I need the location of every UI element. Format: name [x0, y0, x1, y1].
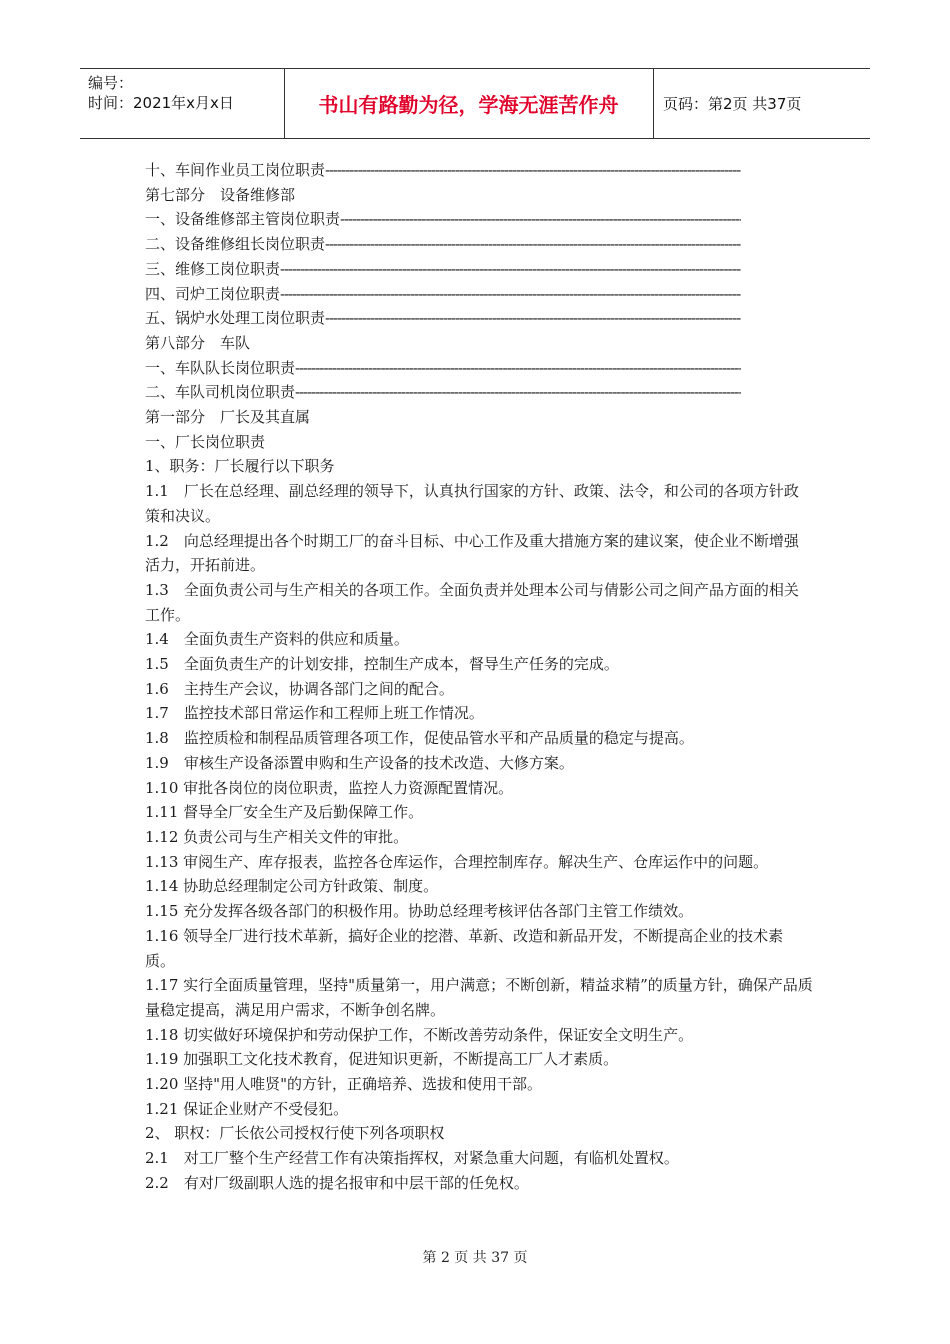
- paragraph: 1.7 监控技术部日常运作和工程师上班工作情况。: [145, 704, 484, 723]
- toc-section: 第八部分 车队: [145, 333, 251, 352]
- paragraph: 2、 职权：厂长依公司授权行使下列各项职权: [145, 1124, 445, 1143]
- toc-section: 第七部分 设备维修部: [145, 185, 296, 204]
- paragraph: 1.9 审核生产设备添置申购和生产设备的技术改造、大修方案。: [145, 753, 574, 772]
- paragraph: 1.4 全面负责生产资料的供应和质量。: [145, 630, 409, 649]
- paragraph: 1.11 督导全厂安全生产及后勤保障工作。: [145, 803, 424, 822]
- paragraph: 1.2 向总经理提出各个时期工厂的奋斗目标、中心工作及重大措施方案的建议案，使企业不断增强活力，开拓前进。: [145, 531, 799, 575]
- paragraph: 1.18 切实做好环境保护和劳动保护工作，不断改善劳动条件，保证安全文明生产。: [145, 1025, 694, 1044]
- toc-entry: 二、设备维修组长岗位职责 -----: [145, 232, 741, 257]
- paragraph: 1.3 全面负责公司与生产相关的各项工作。全面负责并处理本公司与倩影公司之间产品方面的相关工作。: [145, 580, 799, 624]
- paragraph: 1.20 坚持"用人唯贤"的方针，正确培养、选拔和使用干部。: [145, 1075, 542, 1094]
- paragraph: 1.6 主持生产会议，协调各部门之间的配合。: [145, 679, 454, 698]
- toc-entry: 二、车队司机岗位职责 -----: [145, 380, 741, 405]
- paragraph: 2.2 有对厂级副职人选的提名报审和中层干部的任免权。: [145, 1173, 529, 1192]
- paragraph: 1、职务：厂长履行以下职务: [145, 457, 335, 476]
- subsection-heading: 一、厂长岗位职责: [145, 432, 266, 451]
- time-label: 时间：2021年x月x日: [88, 94, 234, 112]
- paragraph: 1.8 监控质检和制程品质管理各项工作，促使品管水平和产品质量的稳定与提高。: [145, 729, 694, 748]
- paragraph: 1.5 全面负责生产的计划安排，控制生产成本，督导生产任务的完成。: [145, 655, 619, 674]
- paragraph: 1.15 充分发挥各级各部门的积极作用。协助总经理考核评估各部门主管工作绩效。: [145, 902, 694, 921]
- section-heading: 第一部分 厂长及其直属: [145, 408, 311, 427]
- paragraph: 2.1 对工厂整个生产经营工作有决策指挥权，对紧急重大问题，有临机处置权。: [145, 1149, 679, 1168]
- paragraph: 1.17 实行全面质量管理，坚持"质量第一，用户满意；不断创新，精益求精”的质量方针，确保产品质量稳定提高，满足用户需求，不断争创名牌。: [145, 976, 813, 1019]
- document-body: [145, 158, 813, 1196]
- paragraph: 1.19 加强职工文化技术教育，促进知识更新，不断提高工厂人才素质。: [145, 1050, 619, 1069]
- toc-entry: 一、设备维修部主管岗位职责 -----: [145, 207, 741, 232]
- page-footer: 第 2 页 共 37 页: [422, 1250, 528, 1266]
- paragraph: 1.1 厂长在总经理、副总经理的领导下，认真执行国家的方针、政策、法令，和公司的各项方针政策和决议。: [145, 482, 799, 525]
- motto: 书山有路勤为径，学海无涯苦作舟: [318, 93, 619, 117]
- toc-entry: 五、锅炉水处理工岗位职责 -----: [145, 306, 741, 331]
- page-label: 页码：第2页 共37页: [663, 95, 802, 113]
- number-label: 编号：: [88, 74, 134, 92]
- paragraph: 1.10 审批各岗位的岗位职责，监控人力资源配置情况。: [145, 778, 514, 797]
- header-meta: [88, 73, 284, 113]
- paragraph: 1.12 负责公司与生产相关文件的审批。: [145, 827, 409, 846]
- header-divider: [653, 69, 654, 138]
- paragraph: 1.21 保证企业财产不受侵犯。: [145, 1099, 349, 1118]
- paragraph: 1.16 领导全厂进行技术革新，搞好企业的挖潜、革新、改造和新品开发，不断提高企业的技术素质。: [145, 926, 784, 970]
- paragraph: 1.13 审阅生产、库存报表，监控各仓库运作，合理控制库存。解决生产、仓库运作中的问题。: [145, 852, 769, 871]
- toc-entry: 三、维修工岗位职责 -----: [145, 257, 741, 282]
- toc-entry: 一、车队队长岗位职责 -----: [145, 356, 741, 381]
- toc-entry: 四、司炉工岗位职责 -----: [145, 282, 741, 307]
- page-header: [80, 68, 870, 139]
- paragraph: 1.14 协助总经理制定公司方针政策、制度。: [145, 877, 439, 896]
- toc-entry: 十、车间作业员工岗位职责 -----: [145, 158, 741, 183]
